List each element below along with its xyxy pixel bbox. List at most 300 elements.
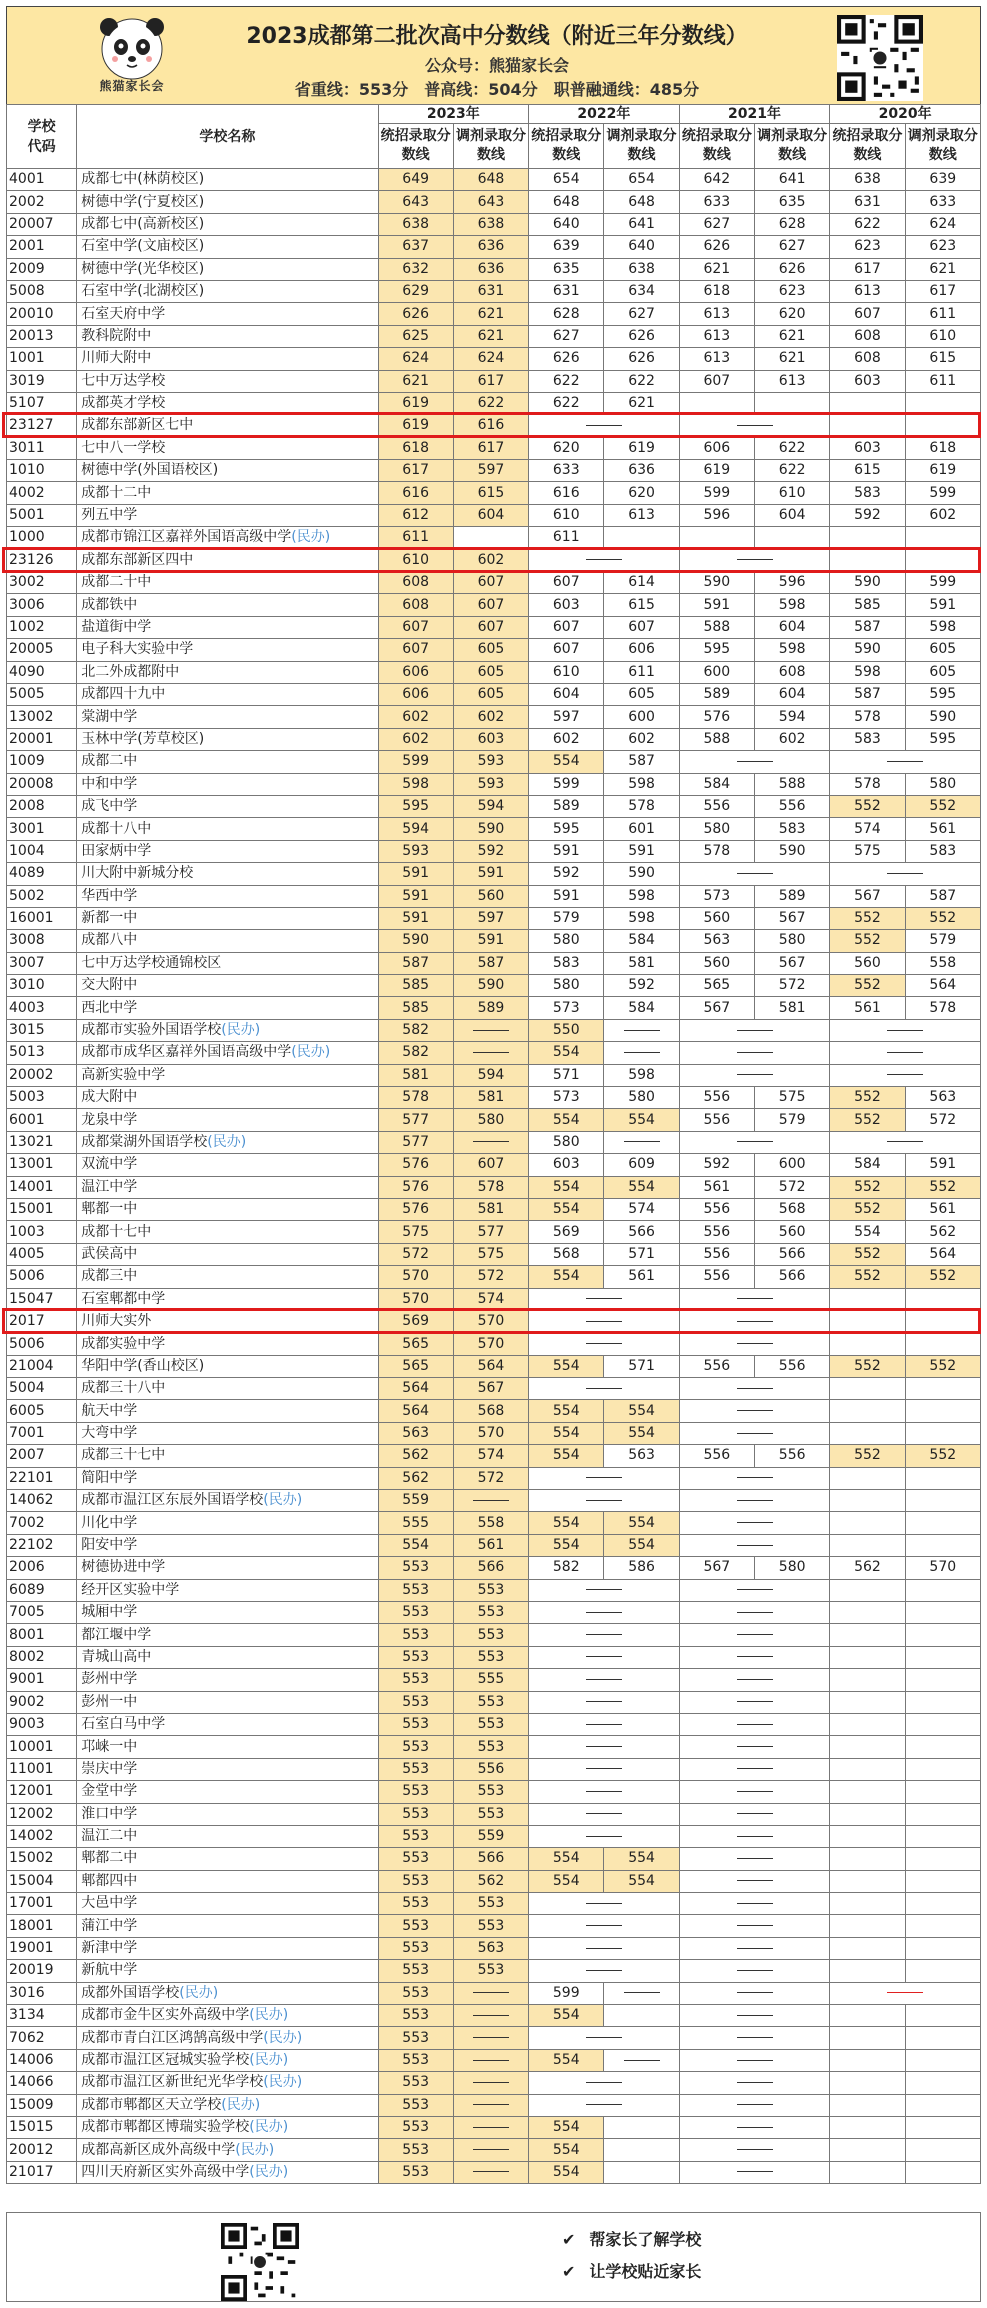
- table-row: [7, 1825, 981, 1847]
- score-cell: 648: [604, 191, 679, 213]
- dash-mark: [586, 1343, 622, 1344]
- score-cell: 553: [378, 2027, 453, 2049]
- table-row: [7, 482, 981, 504]
- minban-tag: (民办): [263, 2029, 303, 2046]
- score-cell: 598: [378, 773, 453, 795]
- score-cell-dash: [529, 415, 680, 437]
- table-row: [7, 1154, 981, 1176]
- school-code: 1000: [7, 527, 77, 549]
- score-cell: 614: [604, 572, 679, 594]
- score-cell: 552: [830, 930, 905, 952]
- school-code: 2006: [7, 1557, 77, 1579]
- dash-mark: [586, 1500, 622, 1501]
- score-cell: 576: [378, 1176, 453, 1198]
- school-name: 树德中学(外国语校区): [77, 460, 378, 482]
- dash-mark: [737, 1410, 773, 1411]
- school-name: 武侯高中: [77, 1243, 378, 1265]
- school-code: 1009: [7, 751, 77, 773]
- header-year-2020: 2020年: [830, 105, 981, 124]
- score-cell: [905, 1400, 980, 1422]
- score-cell: 578: [679, 840, 754, 862]
- score-cell: 590: [905, 706, 980, 728]
- dash-mark: [737, 1634, 773, 1635]
- school-name: 成都市锦江区嘉祥外国语高级中学(民办): [77, 527, 378, 549]
- score-cell: 552: [830, 1087, 905, 1109]
- score-cell-dash: [679, 1490, 830, 1512]
- score-cell: 613: [679, 348, 754, 370]
- score-cell: 576: [378, 1154, 453, 1176]
- school-name: 成都东部新区七中: [77, 415, 378, 437]
- score-cell: [830, 2049, 905, 2071]
- score-cell: [905, 1960, 980, 1982]
- table-row: [7, 1534, 981, 1556]
- table-row: [7, 1087, 981, 1109]
- dash-mark: [737, 1388, 773, 1389]
- score-cell: [830, 549, 905, 571]
- score-cell: 606: [378, 683, 453, 705]
- dash-mark: [737, 1836, 773, 1837]
- score-cell: 570: [378, 1288, 453, 1310]
- school-name: 都江堰中学: [77, 1624, 378, 1646]
- score-cell: [905, 1602, 980, 1624]
- score-cell: [830, 1288, 905, 1310]
- school-code: 18001: [7, 1915, 77, 1937]
- score-cell: 603: [830, 437, 905, 459]
- score-cell: 603: [453, 728, 528, 750]
- score-cell: 553: [378, 1646, 453, 1668]
- school-code: 5004: [7, 1378, 77, 1400]
- score-cell: 560: [830, 952, 905, 974]
- table-row: [7, 1288, 981, 1310]
- score-cell: 608: [378, 594, 453, 616]
- school-code: 15009: [7, 2094, 77, 2116]
- header-tiaoji-2021年: 调剂录取分数线: [755, 124, 830, 169]
- header-tongzhao-2022年: 统招录取分数线: [529, 124, 604, 169]
- dash-mark: [737, 1948, 773, 1949]
- school-name: 七中万达学校通锦校区: [77, 952, 378, 974]
- score-cell: 604: [755, 504, 830, 526]
- dash-mark: [737, 1612, 773, 1613]
- score-cell: 553: [378, 1624, 453, 1646]
- score-cell: 601: [604, 818, 679, 840]
- school-code: 2009: [7, 258, 77, 280]
- score-cell: [905, 1893, 980, 1915]
- score-cell: 576: [679, 706, 754, 728]
- score-cell: 560: [755, 1221, 830, 1243]
- score-cell: 590: [679, 572, 754, 594]
- school-name: 成大附中: [77, 1087, 378, 1109]
- header-tiaoji-2020年: 调剂录取分数线: [905, 124, 980, 169]
- table-row: [7, 2139, 981, 2161]
- dash-mark: [586, 1634, 622, 1635]
- score-cell: 607: [453, 572, 528, 594]
- score-cell: [830, 1915, 905, 1937]
- school-name: 蒲江中学: [77, 1915, 378, 1937]
- score-cell: [830, 1713, 905, 1735]
- score-cell: 580: [755, 930, 830, 952]
- score-cell: 566: [453, 1557, 528, 1579]
- school-name: 成都三十八中: [77, 1378, 378, 1400]
- school-name: 简阳中学: [77, 1467, 378, 1489]
- page-title: 2023成都第二批次高中分数线（附近三年分数线）: [246, 24, 748, 49]
- table-row: [7, 1781, 981, 1803]
- school-code: 5001: [7, 504, 77, 526]
- dash-mark: [473, 1141, 509, 1142]
- score-cell: 617: [905, 280, 980, 302]
- score-cell: [830, 1422, 905, 1444]
- score-cell: 616: [378, 482, 453, 504]
- school-code: 5002: [7, 885, 77, 907]
- table-row: [7, 1221, 981, 1243]
- dash-mark: [586, 1813, 622, 1814]
- school-code: 1002: [7, 616, 77, 638]
- score-cell: [830, 2072, 905, 2094]
- score-cell: [604, 527, 679, 549]
- score-cell: 617: [453, 370, 528, 392]
- table-row: [7, 1310, 981, 1332]
- score-cell: 619: [378, 392, 453, 414]
- score-cell: 595: [905, 728, 980, 750]
- score-cell: [905, 1422, 980, 1444]
- score-cell: 581: [604, 952, 679, 974]
- score-cell: 556: [679, 795, 754, 817]
- school-name: 七中八一学校: [77, 437, 378, 459]
- score-cell: 602: [378, 728, 453, 750]
- score-cell: 574: [453, 1445, 528, 1467]
- school-name: 西北中学: [77, 997, 378, 1019]
- score-cell-dash: [679, 1893, 830, 1915]
- score-cell: 573: [679, 885, 754, 907]
- dash-mark: [737, 1500, 773, 1501]
- score-cell: 562: [830, 1557, 905, 1579]
- table-row: [7, 1960, 981, 1982]
- score-cell: 621: [604, 392, 679, 414]
- score-cell: [830, 1960, 905, 1982]
- dash-mark: [737, 1813, 773, 1814]
- table-row: [7, 549, 981, 571]
- score-cell: [830, 1803, 905, 1825]
- score-cell: 602: [453, 549, 528, 571]
- score-cell: 578: [905, 997, 980, 1019]
- score-cell: 636: [604, 460, 679, 482]
- score-cell: 591: [378, 885, 453, 907]
- dash-mark: [737, 1477, 773, 1478]
- score-cell: 591: [679, 594, 754, 616]
- score-cell-dash: [529, 1669, 680, 1691]
- score-cell: 598: [604, 773, 679, 795]
- score-cell: 553: [453, 1893, 528, 1915]
- score-cell: 554: [604, 1848, 679, 1870]
- score-cell: [679, 527, 754, 549]
- dash-mark: [737, 1992, 773, 1993]
- school-name: 崇庆中学: [77, 1758, 378, 1780]
- score-cell: 582: [529, 1557, 604, 1579]
- score-cell: 579: [529, 907, 604, 929]
- header-year-2023: 2023年: [378, 105, 529, 124]
- score-cell: 568: [755, 1198, 830, 1220]
- table-row: [7, 2005, 981, 2027]
- score-cell: 591: [378, 907, 453, 929]
- score-cell: 556: [679, 1355, 754, 1377]
- score-cell: 555: [378, 1512, 453, 1534]
- table-row: [7, 975, 981, 997]
- score-cell: 598: [604, 885, 679, 907]
- score-cell-dash: [529, 1378, 680, 1400]
- score-cell: 585: [830, 594, 905, 616]
- school-name: 彭州一中: [77, 1691, 378, 1713]
- dash-mark: [586, 1612, 622, 1613]
- score-cell: 558: [905, 952, 980, 974]
- school-code: 14001: [7, 1176, 77, 1198]
- dash-mark: [737, 1903, 773, 1904]
- score-cell: 613: [830, 280, 905, 302]
- dash-mark: [586, 1477, 622, 1478]
- score-cell: 624: [453, 348, 528, 370]
- score-cell-dash: [830, 1131, 981, 1153]
- score-cell: 556: [755, 1445, 830, 1467]
- score-cell: 571: [529, 1064, 604, 1086]
- score-cell: 639: [529, 236, 604, 258]
- school-name: 成都十二中: [77, 482, 378, 504]
- score-cell: [453, 1019, 528, 1041]
- score-cell: 570: [453, 1333, 528, 1355]
- score-cell: 627: [755, 236, 830, 258]
- score-cell: 602: [604, 728, 679, 750]
- dash-mark: [586, 1746, 622, 1747]
- score-cell: 599: [529, 773, 604, 795]
- score-cell: 622: [529, 392, 604, 414]
- score-cell: 574: [830, 818, 905, 840]
- score-cell: 583: [755, 818, 830, 840]
- score-cell: [830, 1534, 905, 1556]
- table-row: [7, 840, 981, 862]
- score-cell-dash: [529, 1490, 680, 1512]
- score-cell: 564: [905, 1243, 980, 1265]
- school-code: 2007: [7, 1445, 77, 1467]
- score-cell: [905, 2027, 980, 2049]
- score-cell: 561: [905, 1198, 980, 1220]
- score-cell: 641: [604, 213, 679, 235]
- table-row: [7, 885, 981, 907]
- school-name: 邛崃一中: [77, 1736, 378, 1758]
- score-cell-dash: [529, 1310, 680, 1332]
- dash-mark: [737, 2171, 773, 2172]
- header-tongzhao-2020年: 统招录取分数线: [830, 124, 905, 169]
- table-row: [7, 1333, 981, 1355]
- school-code: 3008: [7, 930, 77, 952]
- score-cell: 588: [755, 773, 830, 795]
- score-cell: 581: [453, 1198, 528, 1220]
- score-cell: [453, 2161, 528, 2183]
- slogan-1-text: 帮家长了解学校: [589, 2230, 702, 2249]
- score-cell: [905, 2005, 980, 2027]
- score-cell: [604, 2049, 679, 2071]
- score-cell: 577: [453, 1221, 528, 1243]
- score-cell: 554: [529, 1176, 604, 1198]
- score-cell: 611: [604, 661, 679, 683]
- score-cell: 553: [378, 1579, 453, 1601]
- score-cell: [905, 527, 980, 549]
- score-cell: 584: [604, 930, 679, 952]
- school-code: 15001: [7, 1198, 77, 1220]
- score-cell-dash: [529, 2027, 680, 2049]
- score-cell: 554: [604, 1400, 679, 1422]
- score-cell: 553: [378, 1713, 453, 1735]
- score-cell: 636: [453, 258, 528, 280]
- minban-tag: (民办): [249, 2163, 289, 2180]
- score-cell-dash: [679, 415, 830, 437]
- score-cell: 567: [755, 907, 830, 929]
- score-cell-dash: [529, 1915, 680, 1937]
- table-row: [7, 169, 981, 191]
- check-icon: ✔: [562, 2230, 576, 2249]
- score-cell: 575: [755, 1087, 830, 1109]
- score-cell: 589: [679, 683, 754, 705]
- score-cell-dash: [529, 549, 680, 571]
- score-cell: 587: [830, 683, 905, 705]
- score-cell: 611: [529, 527, 604, 549]
- table-row: [7, 1512, 981, 1534]
- score-cell: 564: [378, 1400, 453, 1422]
- school-name: 教科院附中: [77, 325, 378, 347]
- score-cell: 618: [679, 280, 754, 302]
- school-code: 3019: [7, 370, 77, 392]
- score-cell: 563: [378, 1422, 453, 1444]
- score-cell: 576: [378, 1198, 453, 1220]
- score-cell-dash: [529, 1579, 680, 1601]
- table-row: [7, 392, 981, 414]
- score-cell-dash: [529, 1803, 680, 1825]
- dash-mark: [737, 425, 773, 426]
- school-name: 成都市实验外国语学校(民办): [77, 1019, 378, 1041]
- score-cell: 602: [529, 728, 604, 750]
- school-name: 成都十七中: [77, 1221, 378, 1243]
- school-name: 树德中学(光华校区): [77, 258, 378, 280]
- score-cell: 626: [378, 303, 453, 325]
- score-cell: [830, 1333, 905, 1355]
- minban-tag: (民办): [221, 1022, 261, 1039]
- score-cell-dash: [679, 1422, 830, 1444]
- dash-mark: [473, 2171, 509, 2172]
- school-name: 成都高新区成外高级中学(民办): [77, 2139, 378, 2161]
- score-cell: [830, 415, 905, 437]
- score-cell: 615: [830, 460, 905, 482]
- school-name: 新都一中: [77, 907, 378, 929]
- score-cell: 587: [453, 952, 528, 974]
- score-cell: 566: [453, 1848, 528, 1870]
- school-name: 川师大实外: [77, 1310, 378, 1332]
- table-row: [7, 1691, 981, 1713]
- table-row: [7, 907, 981, 929]
- school-name: 温江中学: [77, 1176, 378, 1198]
- score-cell: 553: [378, 1602, 453, 1624]
- score-cell: 623: [905, 236, 980, 258]
- school-code: 20001: [7, 728, 77, 750]
- minban-tag: (民办): [291, 529, 331, 546]
- dash-mark: [737, 1074, 773, 1075]
- score-cell: 641: [755, 169, 830, 191]
- score-cell-dash: [830, 1019, 981, 1041]
- score-cell-dash: [679, 1378, 830, 1400]
- score-cell: 637: [378, 236, 453, 258]
- score-cell: 617: [378, 460, 453, 482]
- dash-mark: [737, 2127, 773, 2128]
- table-row: [7, 2161, 981, 2183]
- score-cell: [604, 2116, 679, 2138]
- score-cell: 602: [755, 728, 830, 750]
- minban-tag: (民办): [249, 2052, 289, 2068]
- score-cell: 619: [905, 460, 980, 482]
- table-row: [7, 818, 981, 840]
- score-cell: 610: [529, 504, 604, 526]
- table-row: [7, 728, 981, 750]
- dash-mark: [737, 1858, 773, 1859]
- header-school-name: 学校名称: [77, 105, 378, 169]
- table-row: [7, 1266, 981, 1288]
- score-cell: 554: [604, 1109, 679, 1131]
- score-cell: [830, 2139, 905, 2161]
- slogan-1: [562, 2227, 701, 2250]
- score-cell: 552: [905, 1176, 980, 1198]
- score-cell: 553: [378, 1669, 453, 1691]
- score-cell: 553: [378, 1736, 453, 1758]
- school-name: 新津中学: [77, 1937, 378, 1959]
- dash-mark: [737, 1656, 773, 1657]
- score-cell: 568: [453, 1400, 528, 1422]
- score-cell: 622: [755, 437, 830, 459]
- score-cell: 620: [755, 303, 830, 325]
- score-cell: 560: [453, 885, 528, 907]
- school-code: 20019: [7, 1960, 77, 1982]
- score-cell: 553: [453, 1624, 528, 1646]
- score-cell: 628: [529, 303, 604, 325]
- score-cell: 572: [378, 1243, 453, 1265]
- score-cell: [453, 2139, 528, 2161]
- school-code: 3134: [7, 2005, 77, 2027]
- score-cell: 562: [378, 1467, 453, 1489]
- school-name: 电子科大实验中学: [77, 639, 378, 661]
- score-cell-dash: [679, 1333, 830, 1355]
- dash-mark: [586, 1791, 622, 1792]
- score-cell-dash: [679, 1825, 830, 1847]
- score-cell: 554: [604, 1422, 679, 1444]
- school-name: 石室中学(北湖校区): [77, 280, 378, 302]
- score-cell: 604: [755, 616, 830, 638]
- score-cell: 559: [378, 1490, 453, 1512]
- table-row: [7, 415, 981, 437]
- score-cell: 578: [378, 1087, 453, 1109]
- score-cell: 571: [604, 1355, 679, 1377]
- score-cell: 599: [905, 572, 980, 594]
- score-cell: 556: [679, 1109, 754, 1131]
- score-cell: 552: [905, 795, 980, 817]
- score-cell: 589: [453, 997, 528, 1019]
- score-cell: 572: [755, 975, 830, 997]
- score-cell: 611: [905, 303, 980, 325]
- dash-mark: [624, 1141, 660, 1142]
- score-cell: 611: [378, 527, 453, 549]
- dash-mark: [586, 1768, 622, 1769]
- score-cell: 587: [830, 616, 905, 638]
- minban-tag: (民办): [207, 1133, 247, 1150]
- score-cell: 556: [755, 1355, 830, 1377]
- score-cell: [830, 2005, 905, 2027]
- dash-mark: [737, 2015, 773, 2016]
- score-cell: 598: [755, 594, 830, 616]
- school-code: 9001: [7, 1669, 77, 1691]
- score-cell: 580: [604, 1087, 679, 1109]
- score-cell: [905, 1848, 980, 1870]
